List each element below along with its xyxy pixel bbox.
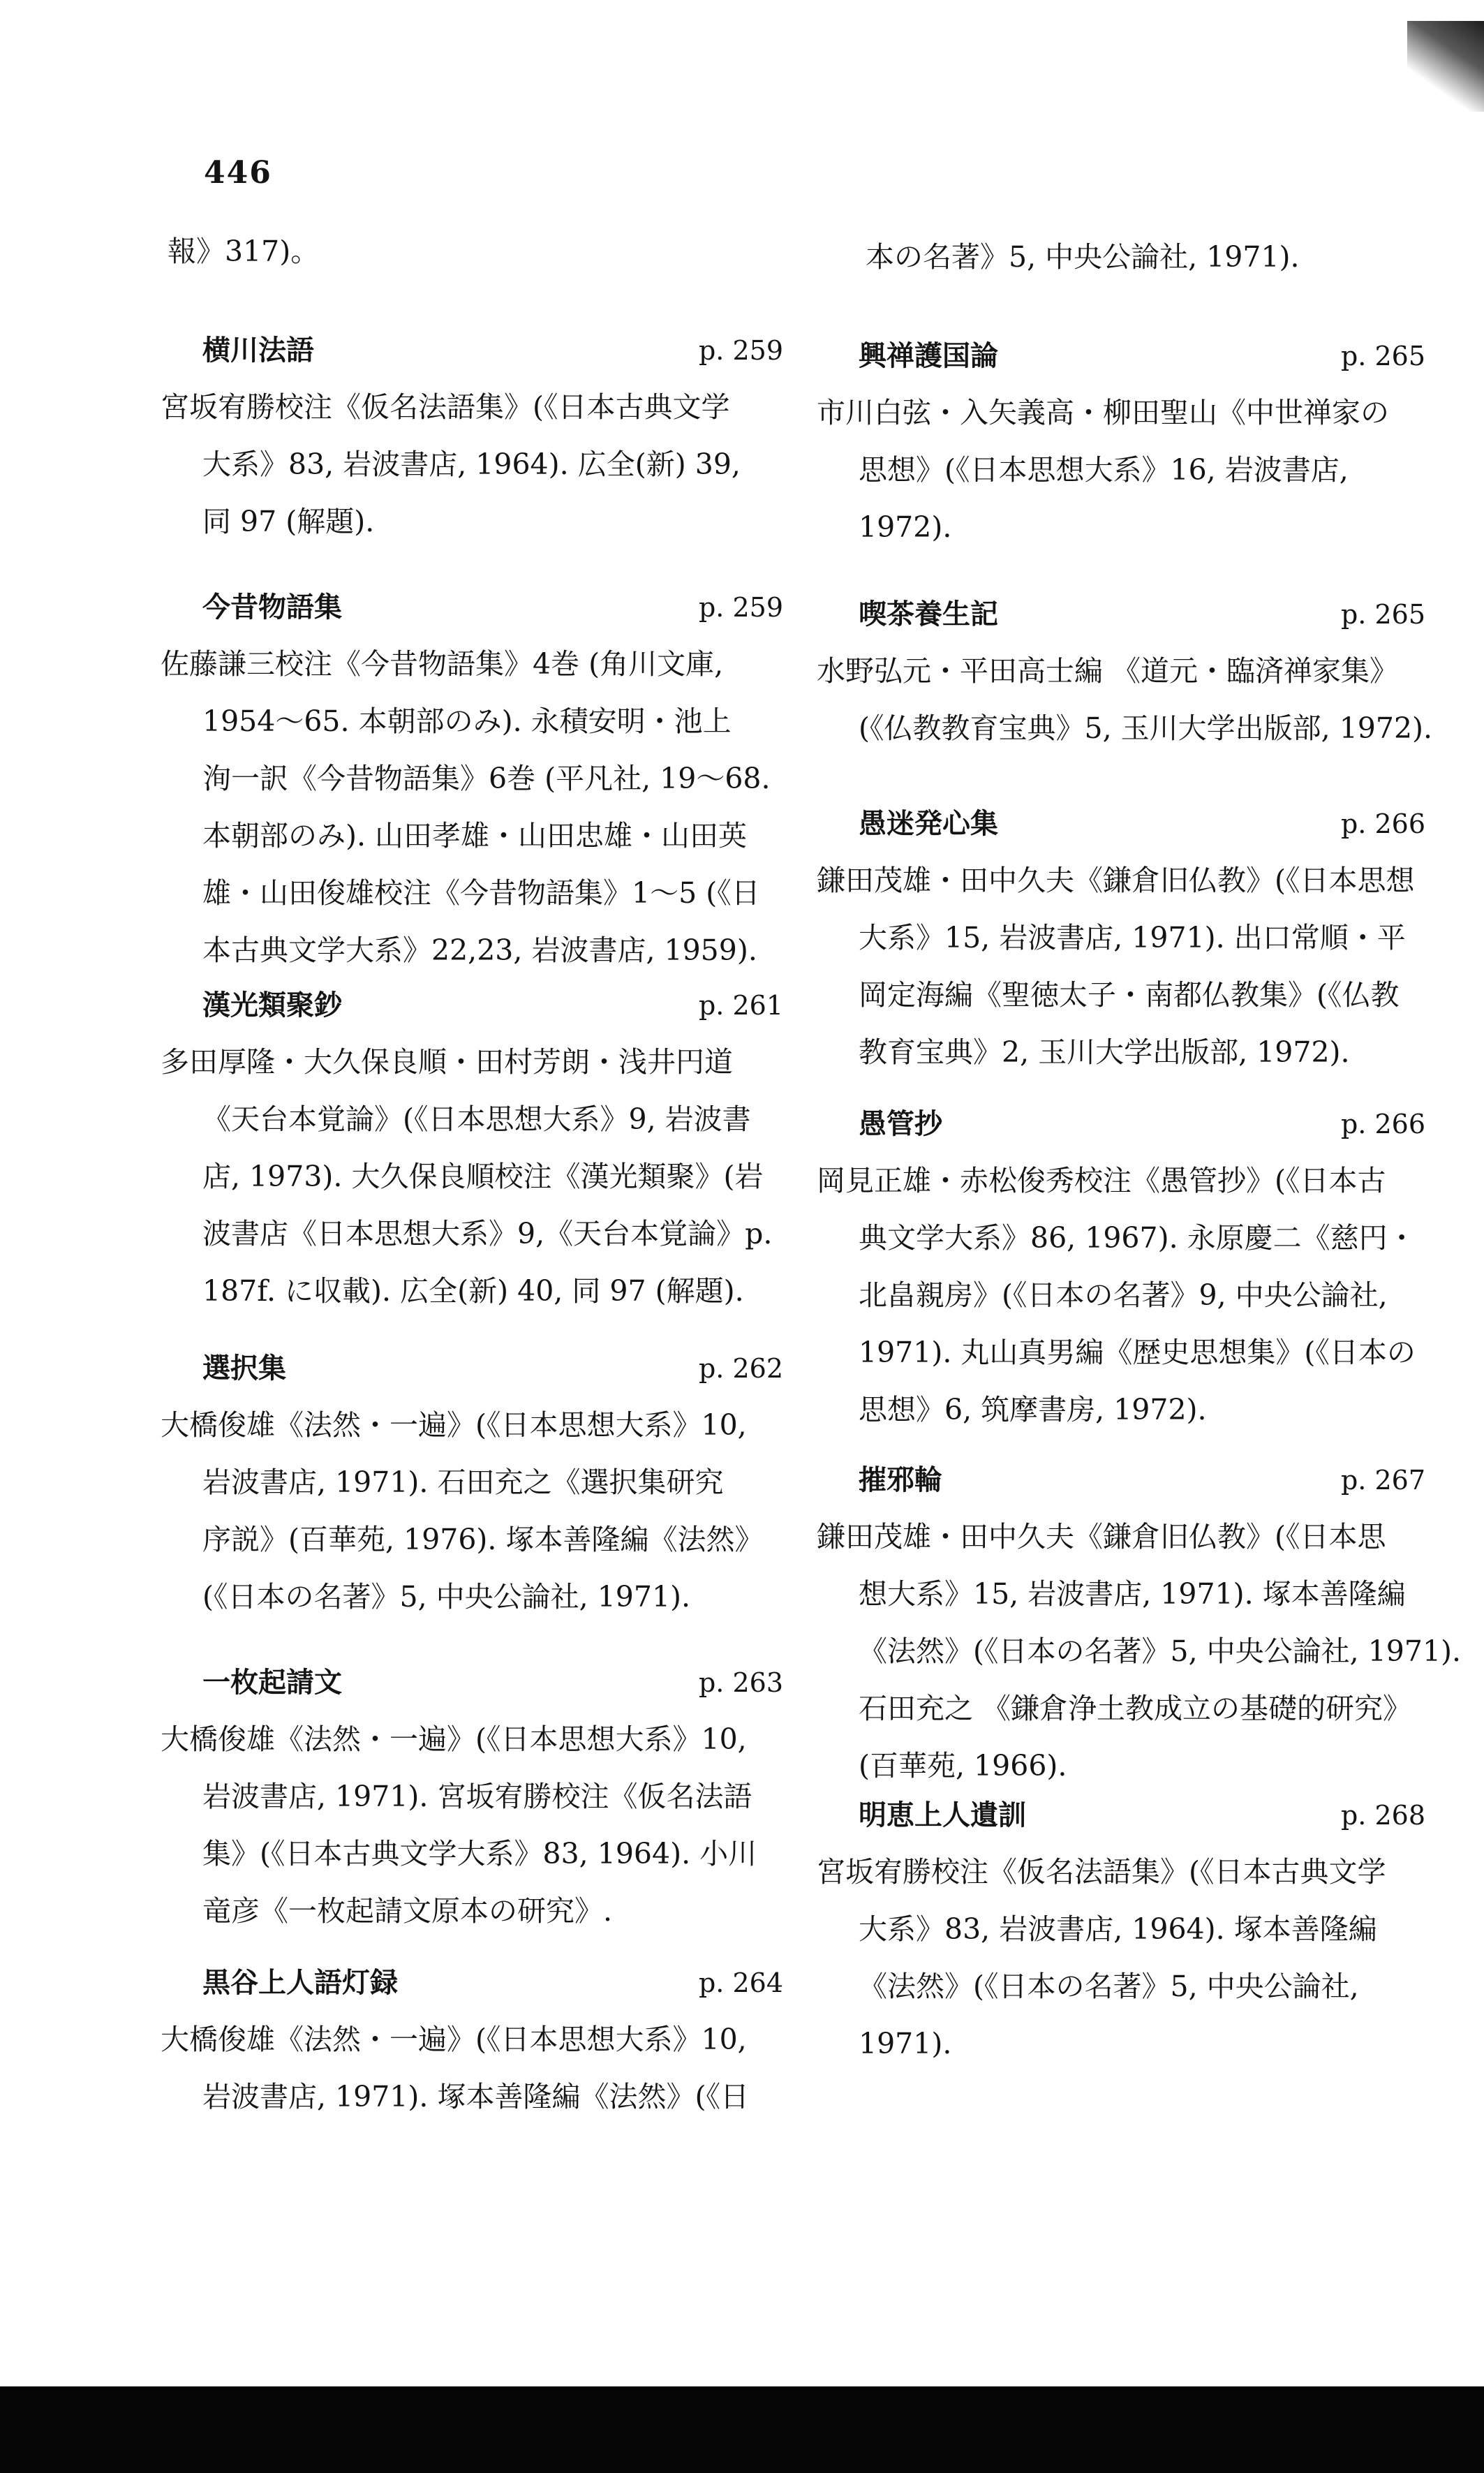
entry-line: 1971). — [859, 2027, 952, 2060]
entry-title: 明恵上人遺訓 — [859, 1799, 1026, 1831]
entry-title: 黒谷上人語灯録 — [202, 1967, 398, 1999]
bibliography-entry — [817, 1787, 1431, 2072]
entry-page-ref: p. 268 — [1340, 1800, 1425, 1831]
entry-page-ref: p. 264 — [698, 1968, 783, 1998]
right-column — [817, 0, 1462, 2374]
entry-line: 《法然》(《日本の名著》5, 中央公論社, 1971). — [859, 1634, 1462, 1668]
entry-title: 選択集 — [202, 1352, 286, 1385]
entry-header — [817, 1452, 1431, 1508]
entry-page-ref: p. 265 — [1340, 341, 1425, 371]
entry-line: 岩波書店, 1971). 塚本善隆編《法然》(《日 — [202, 2080, 749, 2113]
entry-line: 《法然》(《日本の名著》5, 中央公論社, — [859, 1970, 1359, 2003]
entry-header — [161, 1655, 789, 1711]
entry-line: 波書店《日本思想大系》9,《天台本覚論》p. — [202, 1217, 773, 1250]
entry-line: 《天台本覚論》(《日本思想大系》9, 岩波書 — [202, 1102, 751, 1136]
bibliography-entry — [817, 1452, 1462, 1794]
entry-line: 大橋俊雄《法然・一遍》(《日本思想大系》10, — [161, 2023, 747, 2056]
entry-line: 1971). 丸山真男編《歴史思想集》(《日本の — [859, 1336, 1416, 1369]
entry-line: 岩波書店, 1971). 石田充之《選択集研究 — [202, 1466, 724, 1499]
entry-line: 鎌田茂雄・田中久夫《鎌倉旧仏教》(《日本思 — [817, 1520, 1386, 1553]
entry-line: 雄・山田俊雄校注《今昔物語集》1〜5 (《日 — [202, 876, 760, 910]
entry-page-ref: p. 261 — [698, 990, 783, 1021]
entry-title: 今昔物語集 — [202, 591, 342, 623]
entry-title: 愚管抄 — [859, 1108, 942, 1140]
entry-line: 教育宝典》2, 玉川大学出版部, 1972). — [859, 1035, 1350, 1069]
entry-body — [817, 852, 1431, 1081]
entry-body — [817, 384, 1431, 556]
entry-line: 1972). — [859, 510, 952, 544]
bibliography-entry — [817, 1096, 1431, 1438]
bibliography-entry — [161, 1341, 789, 1625]
entry-title: 横川法語 — [202, 334, 314, 367]
entry-page-ref: p. 263 — [698, 1667, 783, 1698]
entry-line: 思想》(《日本思想大系》16, 岩波書店, — [859, 453, 1349, 487]
bibliography-entry — [161, 323, 789, 550]
entry-line: 鎌田茂雄・田中久夫《鎌倉旧仏教》(《日本思想 — [817, 864, 1415, 897]
entry-page-ref: p. 259 — [698, 592, 783, 623]
scan-shadow — [1407, 21, 1484, 112]
entry-line: 大橋俊雄《法然・一遍》(《日本思想大系》10, — [161, 1408, 747, 1442]
entry-line: 大系》15, 岩波書店, 1971). 出口常順・平 — [859, 921, 1406, 954]
entry-line: 石田充之 《鎌倉浄土教成立の基礎的研究》 — [859, 1692, 1412, 1725]
entry-body — [161, 1711, 789, 1940]
entry-line: 典文学大系》86, 1967). 永原慶二《慈円・ — [859, 1221, 1416, 1255]
entry-page-ref: p. 266 — [1340, 809, 1425, 839]
entry-header — [161, 977, 789, 1033]
entry-body — [817, 642, 1431, 757]
entry-line: 本古典文学大系》22,23, 岩波書店, 1959). — [202, 933, 757, 967]
bibliography-entry — [817, 328, 1431, 556]
entry-line: 大系》83, 岩波書店, 1964). 塚本善隆編 — [859, 1912, 1377, 1946]
bibliography-entry — [161, 580, 789, 979]
entry-line: 序説》(百華苑, 1976). 塚本善隆編《法然》 — [202, 1523, 764, 1556]
page-number: 446 — [204, 155, 272, 191]
entry-body — [161, 635, 789, 979]
continuation-text: 本の名著》5, 中央公論社, 1971). — [866, 240, 1300, 274]
entry-line: 大橋俊雄《法然・一遍》(《日本思想大系》10, — [161, 1722, 747, 1756]
entry-line: 店, 1973). 大久保良順校注《漢光類聚》(岩 — [202, 1160, 764, 1193]
entry-line: 市川白弦・入矢義高・柳田聖山《中世禅家の — [817, 396, 1389, 429]
entry-body — [161, 2011, 789, 2125]
entry-title: 漢光類聚鈔 — [202, 989, 342, 1021]
entry-line: 大系》83, 岩波書店, 1964). 広全(新) 39, — [202, 448, 741, 481]
entry-line: 187f. に収載). 広全(新) 40, 同 97 (解題). — [202, 1274, 744, 1308]
entry-page-ref: p. 259 — [698, 335, 783, 366]
entry-page-ref: p. 262 — [698, 1353, 783, 1384]
bibliography-entry — [161, 1655, 789, 1940]
entry-body — [161, 1396, 789, 1625]
entry-line: (《仏教教育宝典》5, 玉川大学出版部, 1972). — [859, 711, 1433, 745]
entry-header — [161, 580, 789, 635]
entry-line: 岩波書店, 1971). 宮坂宥勝校注《仮名法語 — [202, 1780, 752, 1813]
entry-title: 摧邪輪 — [859, 1464, 942, 1496]
entry-page-ref: p. 267 — [1340, 1465, 1425, 1496]
bibliography-entry — [161, 1955, 789, 2125]
entry-line: (《日本の名著》5, 中央公論社, 1971). — [202, 1580, 691, 1614]
entry-header — [817, 1096, 1431, 1152]
entry-header — [817, 1787, 1431, 1843]
entry-header — [817, 796, 1431, 852]
entry-line: 竜彦《一枚起請文原本の研究》. — [202, 1894, 613, 1928]
left-column — [161, 0, 789, 2374]
scan-edge-bar — [0, 2386, 1484, 2473]
entry-body — [817, 1843, 1431, 2072]
entry-line: 同 97 (解題). — [202, 505, 375, 538]
entry-title: 喫茶養生記 — [859, 598, 998, 630]
entry-header — [817, 586, 1431, 642]
entry-line: (百華苑, 1966). — [859, 1749, 1067, 1782]
entry-line: 1954〜65. 本朝部のみ). 永積安明・池上 — [202, 704, 732, 738]
entry-header — [817, 328, 1431, 384]
entry-title: 愚迷発心集 — [859, 808, 998, 840]
entry-header — [161, 1341, 789, 1396]
entry-header — [161, 1955, 789, 2011]
entry-line: 宮坂宥勝校注《仮名法語集》(《日本古典文学 — [817, 1855, 1386, 1889]
entry-body — [161, 378, 789, 550]
entry-line: 思想》6, 筑摩書房, 1972). — [859, 1393, 1207, 1426]
entry-line: 佐藤謙三校注《今昔物語集》4巻 (角川文庫, — [161, 647, 724, 681]
entry-line: 集》(《日本古典文学大系》83, 1964). 小川 — [202, 1837, 757, 1870]
entry-line: 本朝部のみ). 山田孝雄・山田忠雄・山田英 — [202, 819, 748, 852]
continuation-text: 報》317)。 — [168, 235, 320, 268]
entry-title: 興禅護国論 — [859, 340, 998, 372]
entry-body — [817, 1508, 1462, 1794]
entry-line: 想大系》15, 岩波書店, 1971). 塚本善隆編 — [859, 1577, 1406, 1611]
entry-line: 宮坂宥勝校注《仮名法語集》(《日本古典文学 — [161, 390, 730, 424]
bibliography-entry — [817, 586, 1431, 757]
entry-line: 洵一訳《今昔物語集》6巻 (平凡社, 19〜68. — [202, 762, 771, 795]
entry-header — [161, 323, 789, 378]
entry-page-ref: p. 266 — [1340, 1109, 1425, 1139]
entry-line: 多田厚隆・大久保良順・田村芳朗・浅井円道 — [161, 1045, 733, 1079]
entry-line: 水野弘元・平田高士編 《道元・臨済禅家集》 — [817, 654, 1399, 688]
entry-page-ref: p. 265 — [1340, 599, 1425, 630]
entry-body — [161, 1033, 789, 1320]
bibliography-entry — [817, 796, 1431, 1081]
entry-title: 一枚起請文 — [202, 1667, 342, 1699]
entry-line: 北畠親房》(《日本の名著》9, 中央公論社, — [859, 1278, 1388, 1312]
entry-body — [817, 1152, 1431, 1438]
entry-line: 岡見正雄・赤松俊秀校注《愚管抄》(《日本古 — [817, 1164, 1386, 1197]
entry-line: 岡定海編《聖徳太子・南都仏教集》(《仏教 — [859, 978, 1400, 1012]
bibliography-entry — [161, 977, 789, 1320]
